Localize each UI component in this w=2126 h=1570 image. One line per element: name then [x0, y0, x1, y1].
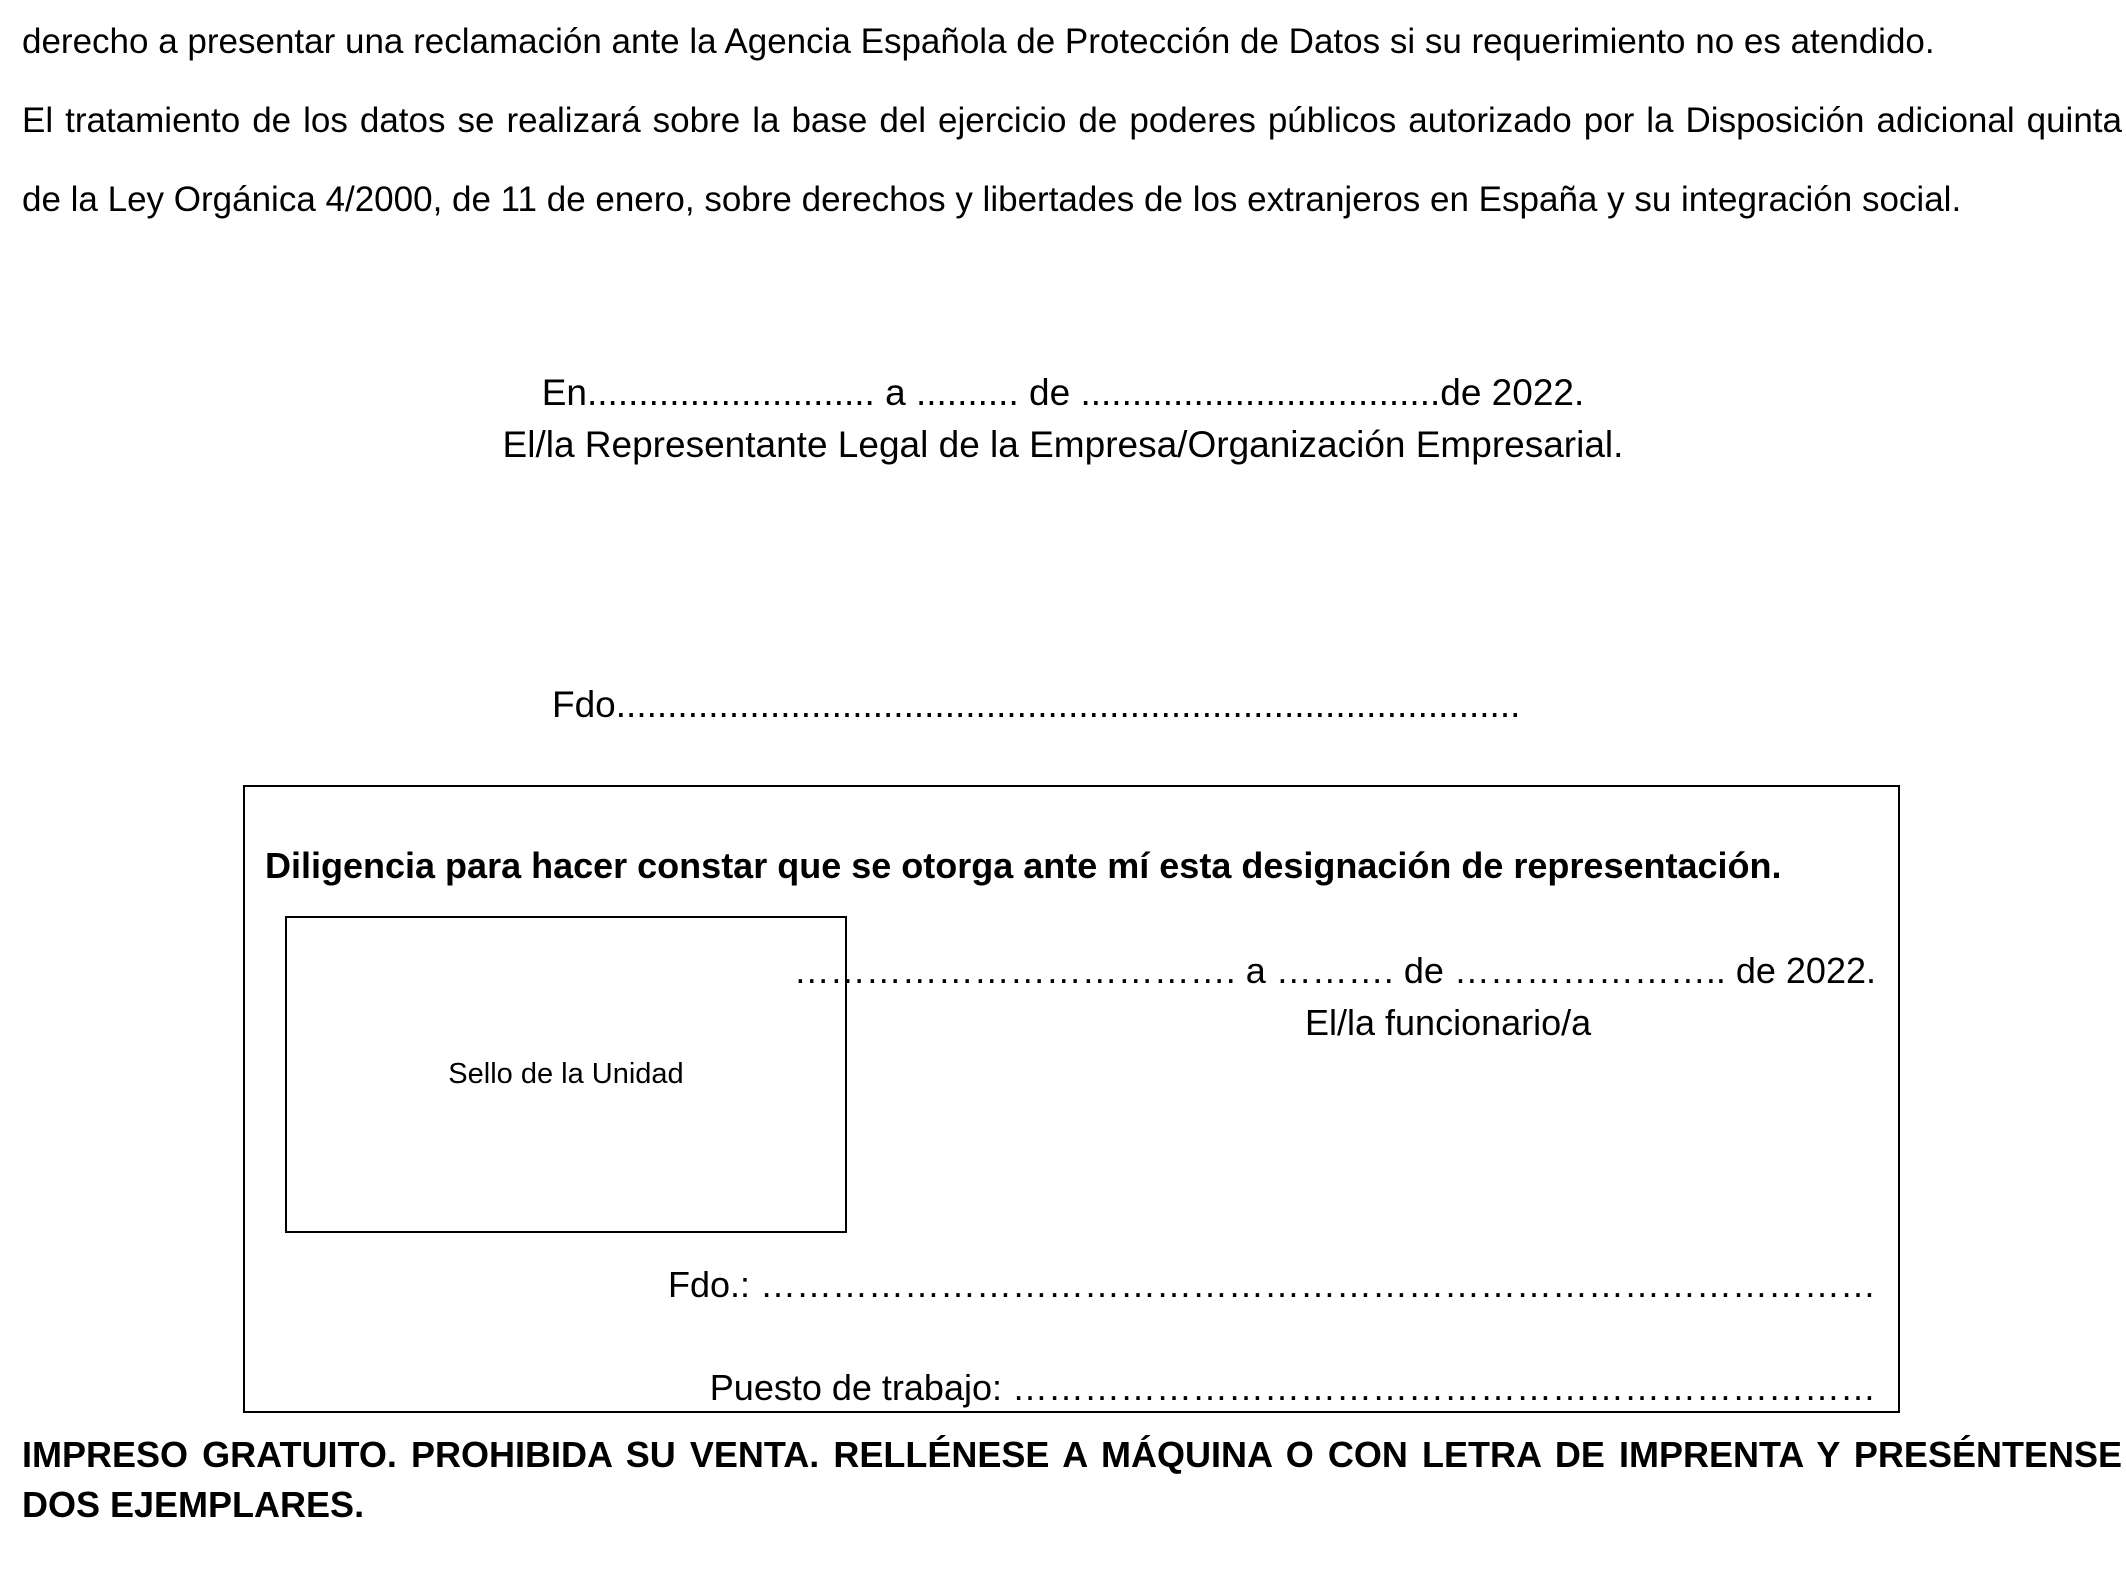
unit-seal-box	[285, 916, 847, 1233]
place-date-line: En............................ a .......... de ...................................de 2022.	[541, 372, 1585, 413]
official-signature-line: Fdo.: …………………………………………………………………………………	[667, 1264, 1876, 1305]
legal-representative-label: El/la Representante Legal de la Empresa/Organización Empresarial.	[502, 424, 1624, 465]
diligence-title: Diligencia para hacer constar que se otorga ante mí esta designación de representación.	[265, 845, 1782, 886]
diligence-box	[243, 785, 1900, 1413]
paragraph-line-1: derecho a presentar una reclamación ante la Agencia Española de Protección de Datos si su requerimiento no es atendido.	[22, 22, 1935, 61]
legal-paragraph	[22, 2, 2122, 239]
official-label: El/la funcionario/a	[1305, 1002, 1592, 1043]
seal-label: Sello de la Unidad	[448, 1058, 684, 1090]
representative-signature-line: Fdo........................................................................................	[552, 684, 1521, 725]
diligence-date-line: ………………………………. a ………. de ………………….. de 2022.	[793, 950, 1876, 991]
job-position-line: Puesto de trabajo: ………………………………………………………………	[709, 1367, 1876, 1408]
paragraph-line-2: El tratamiento de los datos se realizará sobre la base del ejercicio de poderes públicos autorizado por la Disposición adicional quinta de la Ley Orgánica 4/2000, de 11 de enero, sobre derechos y libertades de los extranjeros en España y su integración social.	[22, 101, 2122, 219]
footer-notice: IMPRESO GRATUITO. PROHIBIDA SU VENTA. RELLÉNESE A MÁQUINA O CON LETRA DE IMPRENTA Y PRESÉNTENSE DOS EJEMPLARES.	[22, 1434, 2122, 1525]
